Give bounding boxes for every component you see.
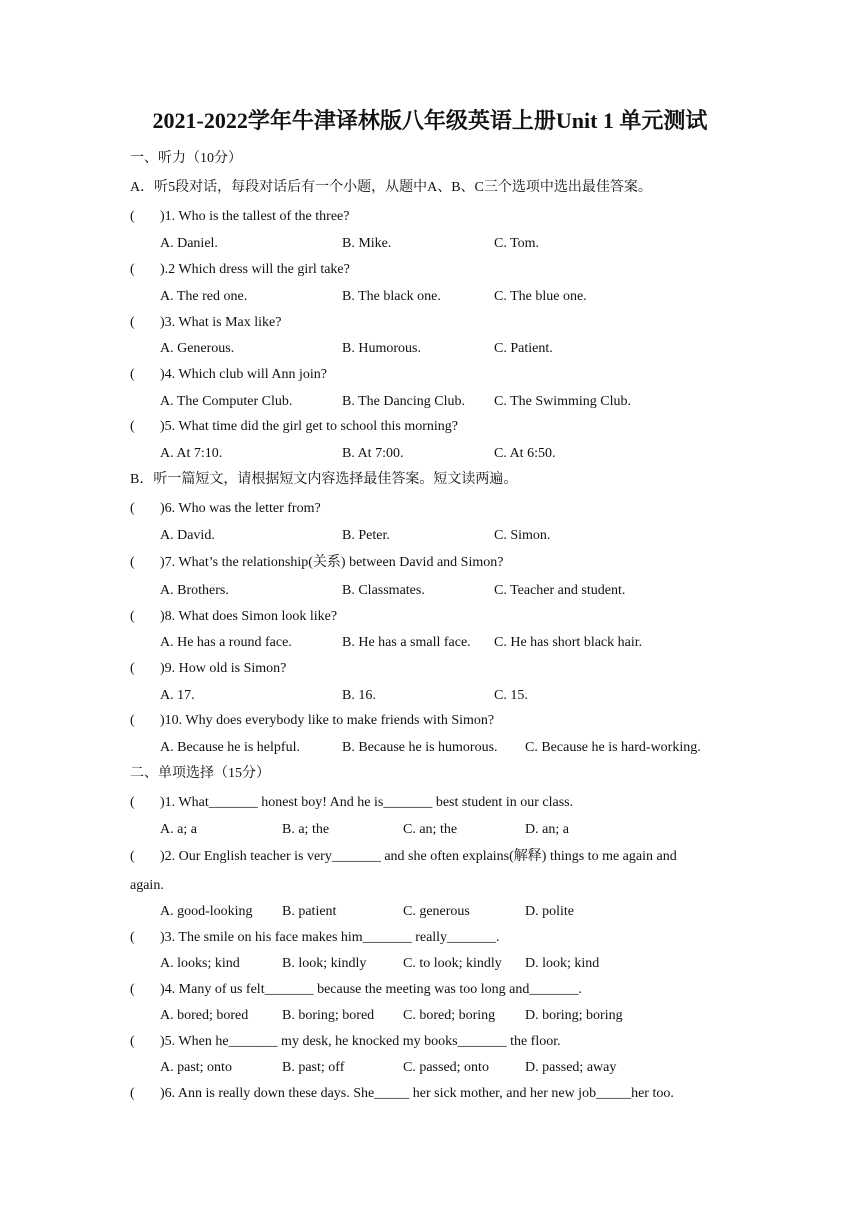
section-heading-single-choice: 二、单项选择（15分）: [130, 766, 270, 781]
option-b: B. Humorous.: [342, 341, 421, 356]
option-d: D. polite: [525, 904, 574, 919]
option-d: D. look; kind: [525, 956, 600, 971]
option-a: A. bored; bored: [160, 1008, 249, 1023]
choice-question-2-continuation: again.: [130, 878, 164, 893]
option-d: D. passed; away: [525, 1060, 617, 1075]
question-1: ( )1. Who is the tallest of the three?: [130, 209, 350, 224]
option-b: B. He has a small face.: [342, 635, 471, 650]
option-a: A. At 7:10.: [160, 446, 223, 461]
option-a: A. Because he is helpful.: [160, 740, 300, 755]
option-a: A. Daniel.: [160, 236, 218, 251]
option-c: C. Because he is hard-working.: [525, 740, 701, 755]
option-a: A. past; onto: [160, 1060, 232, 1075]
option-b: B. Mike.: [342, 236, 392, 251]
choice-question-3: ( )3. The smile on his face makes him_______ really_______.: [130, 930, 500, 945]
option-c: C. Patient.: [494, 341, 553, 356]
option-b: B. Peter.: [342, 528, 390, 543]
option-b: B. boring; bored: [282, 1008, 375, 1023]
option-a: A. looks; kind: [160, 956, 240, 971]
option-b: B. Classmates.: [342, 583, 425, 598]
option-c: C. Tom.: [494, 236, 540, 251]
choice-question-5: ( )5. When he_______ my desk, he knocked my books_______ the floor.: [130, 1034, 561, 1049]
question-6: ( )6. Who was the letter from?: [130, 501, 321, 516]
option-b: B. patient: [282, 904, 337, 919]
question-8: ( )8. What does Simon look like?: [130, 609, 338, 624]
option-b: B. The black one.: [342, 289, 441, 304]
question-3: ( )3. What is Max like?: [130, 315, 282, 330]
option-c: C. 15.: [494, 688, 528, 703]
option-a: A. The Computer Club.: [160, 394, 293, 409]
question-4: ( )4. Which club will Ann join?: [130, 367, 327, 382]
option-c: C. At 6:50.: [494, 446, 556, 461]
question-2: ( ).2 Which dress will the girl take?: [130, 262, 350, 277]
choice-question-4: ( )4. Many of us felt_______ because the meeting was too long and_______.: [130, 982, 582, 997]
option-c: C. generous: [403, 904, 470, 919]
question-10: ( )10. Why does everybody like to make friends with Simon?: [130, 713, 495, 728]
option-a: A. good-looking: [160, 904, 253, 919]
option-b: B. At 7:00.: [342, 446, 404, 461]
part-b-instructions: B．听一篇短文，请根据短文内容选择最佳答案。短文读两遍。: [130, 472, 518, 487]
option-c: C. Teacher and student.: [494, 583, 626, 598]
option-b: B. look; kindly: [282, 956, 367, 971]
option-b: B. a; the: [282, 822, 330, 837]
option-c: C. He has short black hair.: [494, 635, 643, 650]
option-a: A. David.: [160, 528, 215, 543]
option-c: C. The Swimming Club.: [494, 394, 632, 409]
choice-question-1: ( )1. What_______ honest boy! And he is_______ best student in our class.: [130, 795, 574, 810]
option-b: B. 16.: [342, 688, 376, 703]
option-c: C. bored; boring: [403, 1008, 496, 1023]
option-a: A. 17.: [160, 688, 195, 703]
option-d: D. an; a: [525, 822, 569, 837]
question-5: ( )5. What time did the girl get to school this morning?: [130, 419, 458, 434]
choice-question-2: ( )2. Our English teacher is very_______ and she often explains(解释) things to me again and: [130, 849, 677, 864]
option-a: A. Brothers.: [160, 583, 229, 598]
option-b: B. past; off: [282, 1060, 345, 1075]
page-title: 2021-2022学年牛津译林版八年级英语上册Unit 1 单元测试: [152, 108, 708, 133]
option-b: B. Because he is humorous.: [342, 740, 498, 755]
option-c: C. an; the: [403, 822, 458, 837]
option-c: C. Simon.: [494, 528, 551, 543]
option-c: C. passed; onto: [403, 1060, 489, 1075]
option-d: D. boring; boring: [525, 1008, 623, 1023]
question-9: ( )9. How old is Simon?: [130, 661, 287, 676]
question-7: ( )7. What’s the relationship(关系) between David and Simon?: [130, 555, 504, 570]
option-a: A. He has a round face.: [160, 635, 292, 650]
option-a: A. The red one.: [160, 289, 248, 304]
part-a-instructions: A．听5段对话，每段对话后有一个小题，从题中A、B、C三个选项中选出最佳答案。: [130, 180, 652, 195]
section-heading-listening: 一、听力（10分）: [130, 151, 242, 166]
option-c: C. to look; kindly: [403, 956, 502, 971]
option-a: A. a; a: [160, 822, 197, 837]
choice-question-6: ( )6. Ann is really down these days. She_____ her sick mother, and her new job_____her too.: [130, 1086, 674, 1101]
option-a: A. Generous.: [160, 341, 235, 356]
option-b: B. The Dancing Club.: [342, 394, 466, 409]
option-c: C. The blue one.: [494, 289, 587, 304]
